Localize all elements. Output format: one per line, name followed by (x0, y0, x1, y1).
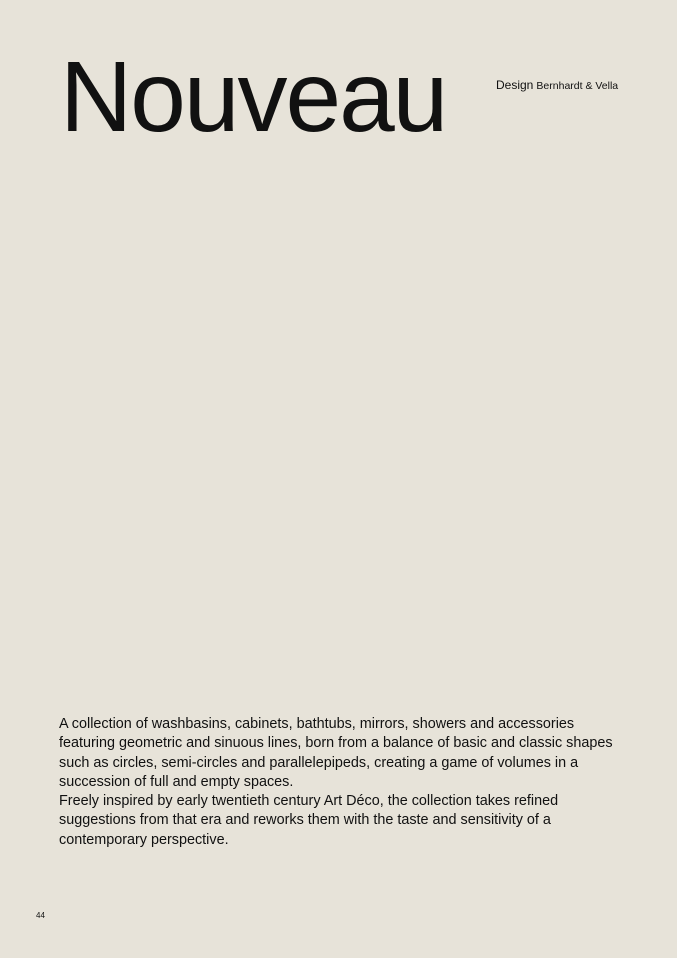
collection-title: Nouveau (60, 41, 447, 153)
design-credit-label: Design (496, 78, 534, 92)
description-paragraph: Freely inspired by early twentieth century Art Déco, the collection takes refined suggestions from that era and reworks them with the taste and sensitivity of a contemporary perspective. (59, 793, 559, 848)
collection-description (59, 715, 619, 850)
page-number: 44 (36, 911, 45, 920)
designer-names: Bernhardt & Vella (536, 80, 619, 92)
description-paragraph: A collection of washbasins, cabinets, bathtubs, mirrors, showers and accessories featuring geometric and sinuous lines, born from a balance of basic and classic shapes such as circles, semi-circles and parallelepipeds, creating a game of volumes in a succession of full and empty spaces. (59, 716, 613, 790)
design-credit (496, 78, 618, 93)
